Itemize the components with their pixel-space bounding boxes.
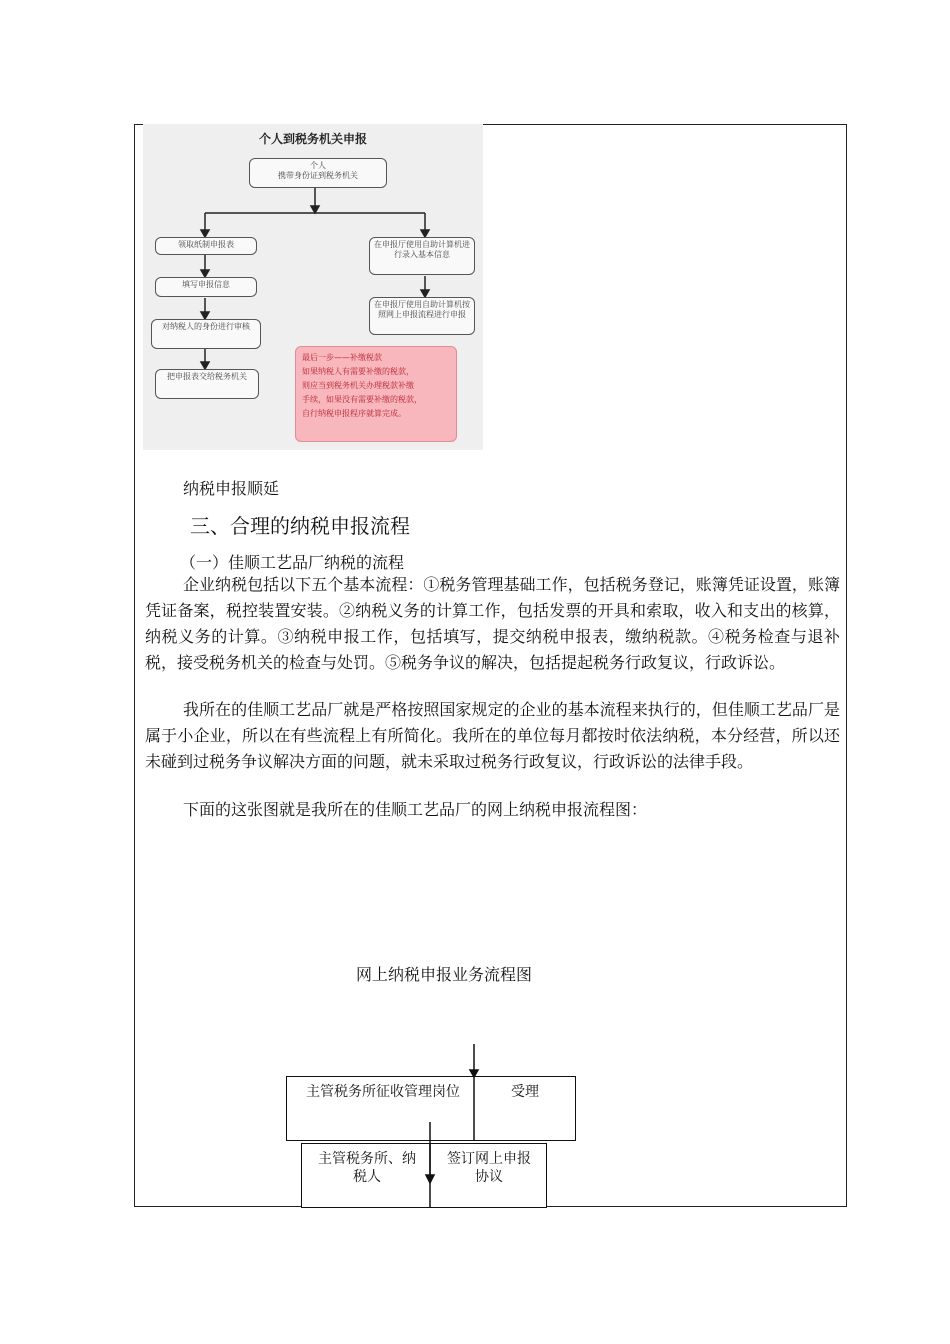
scan-note-line: 手续，如果没有需要补缴的税款， — [302, 395, 422, 404]
scan-left-step-1: 领取纸制申报表 — [155, 237, 257, 255]
scan-right-step-2: 在申报厅使用自助计算机按照网上申报流程进行申报 — [369, 297, 475, 335]
flowchart-title: 网上纳税申报业务流程图 — [356, 965, 533, 984]
scan-title: 个人到税务机关申报 — [258, 132, 367, 146]
scan-left-step-3: 对纳税人的身份进行审核 — [151, 319, 261, 349]
scan-note-line: 则应当到税务机关办理税款补缴 — [302, 381, 414, 390]
image-caption: 纳税申报顺延 — [183, 479, 280, 498]
scan-box-top-line1: 个人 — [310, 161, 326, 170]
scan-note-line: 如果纳税人有需要补缴的税款， — [302, 367, 414, 376]
subsection-heading: （一）佳顺工艺品厂纳税的流程 — [180, 553, 405, 572]
scan-right-step-1: 在申报厅使用自助计算机进行录入基本信息 — [369, 237, 475, 275]
section-heading: 三、合理的纳税申报流程 — [190, 514, 410, 538]
scan-box-top-line2: 携带身份证到税务机关 — [278, 171, 358, 180]
scan-note-line: 自行纳税申报程序就算完成。 — [302, 409, 406, 418]
flowchart-label-row1-left: 主管税务所征收管理岗位 — [306, 1084, 460, 1100]
flowchart-label-row2-right: 签订网上申报协议 — [447, 1151, 531, 1185]
flowchart-label-row1-right: 受理 — [511, 1084, 539, 1100]
paragraph-1: 企业纳税包括以下五个基本流程：①税务管理基础工作，包括税务登记，账簿凭证设置，账簿凭证备案，税控装置安装。②纳税义务的计算工作，包括发票的开具和索取，收入和支出的核算，纳税义务的计算。③纳税申报工作，包括填写，提交纳税申报表，缴纳税款。④税务检查与退补税，接受税务机关的检查与处罚。⑤税务争议的解决，包括提起税务行政复议，行政诉讼。 — [145, 575, 840, 672]
scan-left-step-2: 填写申报信息 — [155, 277, 257, 297]
paragraph-3: 下面的这张图就是我所在的佳顺工艺品厂的网上纳税申报流程图： — [183, 800, 648, 819]
scan-note-line: 最后一步——补缴税款 — [302, 353, 382, 362]
flowchart-label-row2-left: 主管税务所、纳税人 — [318, 1151, 416, 1185]
paragraph-2: 我所在的佳顺工艺品厂就是严格按照国家规定的企业的基本流程来执行的，但佳顺工艺品厂是属于小企业，所以在有些流程上有所简化。我所在的单位每月都按时依法纳税，本分经营，所以还未碰到过税务争议解决方面的问题，就未采取过税务行政复议，行政诉讼的法律手段。 — [145, 700, 840, 771]
scan-left-step-4: 把申报表交给税务机关 — [155, 369, 259, 399]
